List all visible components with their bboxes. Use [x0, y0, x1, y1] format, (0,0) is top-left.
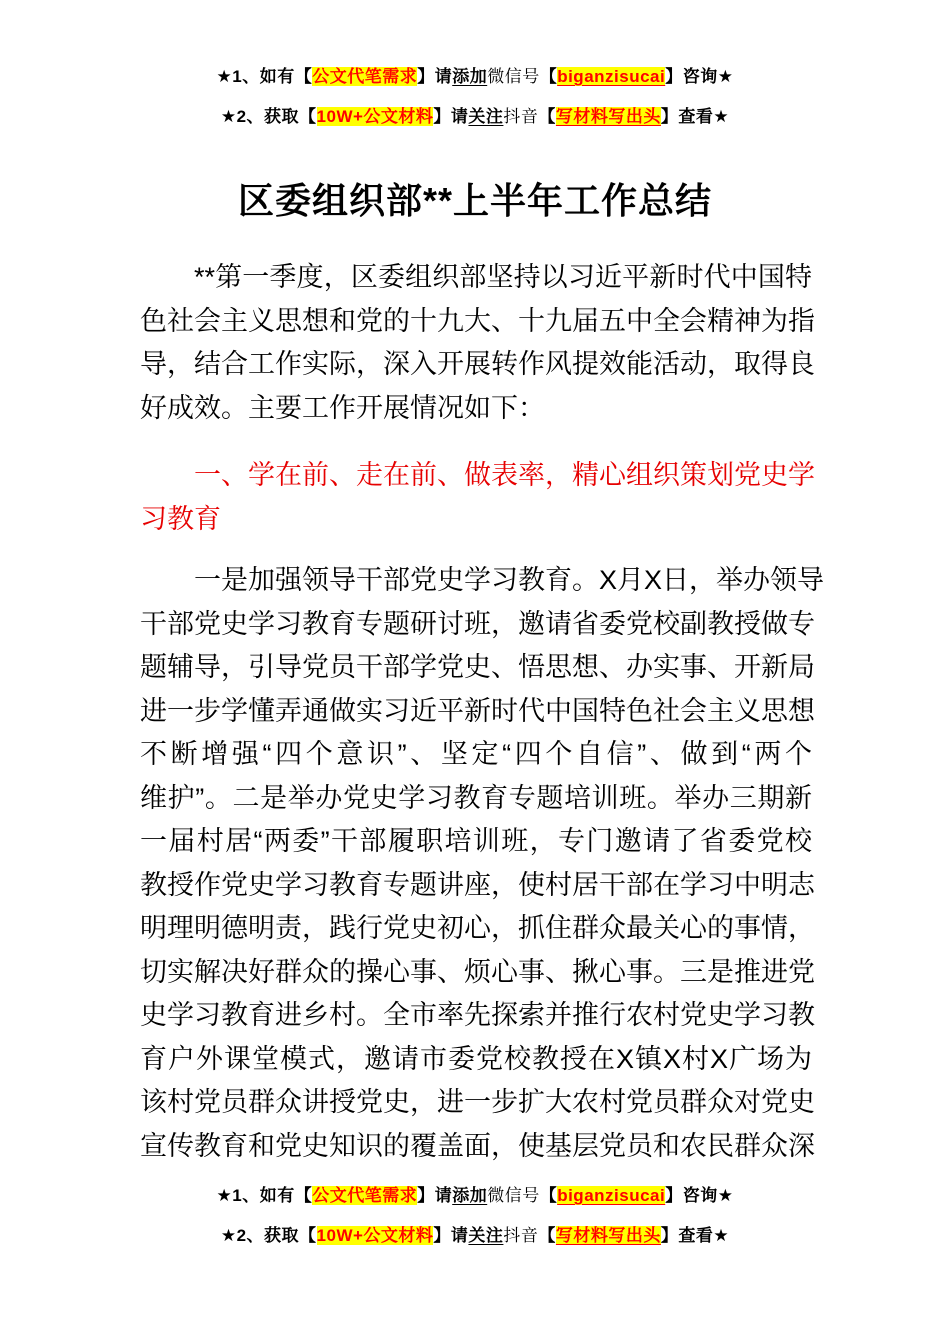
- paragraph-line: 一是加强领导干部党史学习教育。X月X日，举办领导: [194, 565, 825, 595]
- paragraph-line: 宣传教育和党史知识的覆盖面，使基层党员和农民群众深: [140, 1130, 815, 1161]
- promo-text: 】咨询★: [665, 67, 734, 86]
- promo-text: 添加: [452, 67, 488, 86]
- paragraph-line: 一届村居“两委”干部履职培训班，专门邀请了省委党校: [140, 826, 812, 856]
- paragraph-line: 导，结合工作实际，深入开展转作风提效能活动，取得良: [140, 349, 815, 379]
- promo-text: 】咨询★: [665, 1186, 734, 1205]
- paragraph-line: 明理明德明责，践行党史初心，抓住群众最关心的事情，: [140, 913, 815, 943]
- promo-keyword: 写材料写出头: [555, 107, 661, 126]
- promo-text: 】请: [417, 67, 453, 86]
- promo-line: [0, 57, 950, 97]
- paragraph-line: 进一步学懂弄通做实习近平新时代中国特色社会主义思想: [140, 695, 815, 726]
- promo-text: 】查看★: [660, 107, 730, 126]
- paragraph-line: 育户外课堂模式，邀请市委党校教授在X镇X村X广场为: [140, 1043, 812, 1074]
- paragraph-line: 不断增强“四个意识”、坚定“四个自信”、做到“两个: [140, 739, 812, 769]
- intro-paragraph: [140, 256, 815, 430]
- promo-text: 添加: [452, 1186, 488, 1205]
- paragraph-line: 色社会主义思想和党的十九大、十九届五中全会精神为指: [140, 305, 815, 336]
- promo-text: 【: [538, 1226, 556, 1245]
- paragraph-line: 切实解决好群众的操心事、烦心事、揪心事。三是推进党: [140, 956, 815, 987]
- paragraph-line: 维护”。二是举办党史学习教育专题培训班。举办三期新: [140, 782, 812, 813]
- promo-keyword: 写材料写出头: [555, 1226, 661, 1245]
- promo-text: 】请: [417, 1186, 453, 1205]
- document-title: 区委组织部**上半年工作总结: [237, 180, 713, 221]
- promo-text: ★2、获取【: [220, 107, 317, 126]
- promo-text: 【: [539, 1186, 558, 1205]
- promo-text: 抖音: [503, 1226, 539, 1245]
- promo-text: 关注: [468, 107, 504, 126]
- promo-keyword: 10W+公文材料: [316, 107, 434, 126]
- paragraph-line: 该村党员群众讲授党史，进一步扩大农村党员群众对党史: [140, 1087, 815, 1117]
- section-heading: [140, 454, 815, 541]
- promo-keyword: 公文代笔需求: [312, 1186, 418, 1205]
- body-paragraph: [140, 559, 825, 1168]
- promo-text: 微信号: [487, 1186, 540, 1205]
- promo-text: 微信号: [487, 67, 540, 86]
- promo-footer: [0, 1176, 950, 1256]
- paragraph-line: 教授作党史学习教育专题讲座，使村居干部在学习中明志: [140, 869, 815, 900]
- paragraph-line: 习教育: [140, 503, 221, 534]
- promo-keyword: 公文代笔需求: [312, 67, 418, 86]
- promo-text: 】请: [433, 107, 469, 126]
- promo-line: [0, 97, 950, 137]
- promo-line: [0, 1176, 950, 1216]
- paragraph-line: 一、学在前、走在前、做表率，精心组织策划党史学: [194, 460, 815, 490]
- promo-header: [0, 57, 950, 137]
- paragraph-line: 好成效。主要工作开展情况如下：: [140, 392, 545, 423]
- paragraph-line: 题辅导，引导党员干部学党史、悟思想、办实事、开新局: [140, 652, 815, 682]
- promo-text: ★1、如有【: [216, 67, 313, 86]
- promo-text: 关注: [468, 1226, 504, 1245]
- promo-text: 】查看★: [660, 1226, 730, 1245]
- promo-line: [0, 1216, 950, 1256]
- paragraph-line: 史学习教育进乡村。全市率先探索并推行农村党史学习教: [140, 1000, 815, 1030]
- promo-keyword: 10W+公文材料: [316, 1226, 434, 1245]
- promo-text: 【: [539, 67, 558, 86]
- promo-text: 】请: [433, 1226, 469, 1245]
- paragraph-line: 干部党史学习教育专题研讨班，邀请省委党校副教授做专: [140, 608, 815, 639]
- paragraph-line: **第一季度，区委组织部坚持以习近平新时代中国特: [194, 262, 812, 292]
- promo-keyword: biganzisucai: [557, 1186, 666, 1205]
- promo-text: ★1、如有【: [216, 1186, 313, 1205]
- promo-keyword: biganzisucai: [557, 67, 666, 86]
- promo-text: ★2、获取【: [220, 1226, 317, 1245]
- promo-text: 【: [538, 107, 556, 126]
- promo-text: 抖音: [503, 107, 539, 126]
